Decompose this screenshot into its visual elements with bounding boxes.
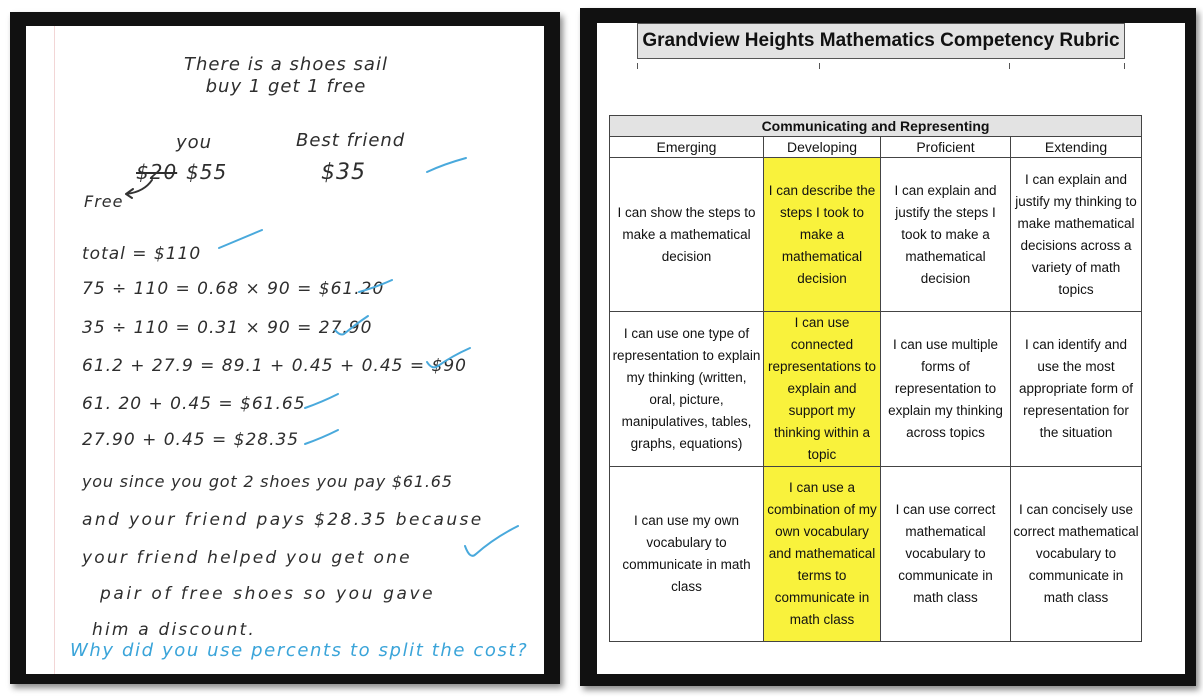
check-mark-icon bbox=[332, 312, 372, 340]
check-mark-icon bbox=[356, 276, 396, 298]
problem-line-2: buy 1 get 1 free bbox=[205, 76, 367, 97]
ruler-tick bbox=[1009, 63, 1010, 69]
rubric-cell-highlighted: I can use connected representations to explain and support my thinking within a topic bbox=[764, 312, 881, 467]
problem-line-1: There is a shoes sail bbox=[184, 54, 388, 75]
free-label: Free bbox=[84, 192, 124, 211]
level-header-developing: Developing bbox=[764, 137, 881, 158]
friend-label: Best friend bbox=[296, 130, 406, 151]
explanation-line-3: your friend helped you get one bbox=[82, 548, 412, 568]
check-mark-icon bbox=[302, 390, 342, 412]
ruler-tick bbox=[637, 63, 638, 69]
check-mark-icon bbox=[462, 522, 522, 562]
rubric-cell: I can concisely use correct mathematical vocabulary to communicate in math class bbox=[1011, 467, 1142, 642]
check-mark-icon bbox=[302, 426, 342, 450]
rubric-cell: I can explain and justify the steps I took to make a mathematical decision bbox=[881, 158, 1011, 312]
rubric-cell: I can use my own vocabulary to communicate in math class bbox=[610, 467, 764, 642]
notebook-page bbox=[26, 26, 544, 674]
work-line-3: 35 ÷ 110 = 0.31 × 90 = 27.90 bbox=[82, 318, 373, 338]
section-header: Communicating and Representing bbox=[610, 116, 1142, 137]
check-mark-icon bbox=[216, 226, 266, 254]
table-row bbox=[610, 467, 1142, 642]
student-work-photo bbox=[10, 12, 560, 684]
rubric-cell-highlighted: I can describe the steps I took to make a mathematical decision bbox=[764, 158, 881, 312]
work-line-2: 75 ÷ 110 = 0.68 × 90 = $61.20 bbox=[82, 279, 385, 299]
explanation-line-2: and your friend pays $28.35 because bbox=[82, 510, 484, 530]
level-header-extending: Extending bbox=[1011, 137, 1142, 158]
ruler-tick bbox=[819, 63, 820, 69]
you-price: $55 bbox=[186, 160, 228, 184]
work-line-6: 27.90 + 0.45 = $28.35 bbox=[82, 430, 300, 450]
rubric-cell: I can explain and justify my thinking to make mathematical decisions across a variety of math topics bbox=[1011, 158, 1142, 312]
explanation-line-5: him a discount. bbox=[92, 620, 257, 640]
explanation-line-4: pair of free shoes so you gave bbox=[100, 584, 436, 604]
rubric-cell-highlighted: I can use a combination of my own vocabulary and mathematical terms to communicate in math class bbox=[764, 467, 881, 642]
level-header-proficient: Proficient bbox=[881, 137, 1011, 158]
friend-price: $35 bbox=[321, 160, 366, 185]
ruler-tick bbox=[1124, 63, 1125, 69]
rubric-page bbox=[597, 23, 1185, 674]
rubric-title: Grandview Heights Mathematics Competency Rubric bbox=[637, 23, 1125, 59]
free-arrow-icon bbox=[120, 176, 160, 201]
teacher-question: Why did you use percents to split the cost? bbox=[70, 640, 529, 661]
work-line-5: 61. 20 + 0.45 = $61.65 bbox=[82, 394, 306, 414]
table-row bbox=[610, 158, 1142, 312]
work-line-4: 61.2 + 27.9 = 89.1 + 0.45 + 0.45 = $90 bbox=[82, 356, 467, 376]
rubric-cell: I can use one type of representation to explain my thinking (written, oral, picture, manipulatives, tables, graphs, equations) bbox=[610, 312, 764, 467]
rubric-cell: I can identify and use the most appropriate form of representation for the situation bbox=[1011, 312, 1142, 467]
rubric-photo bbox=[580, 8, 1196, 686]
check-mark-icon bbox=[424, 154, 470, 178]
rubric-cell: I can show the steps to make a mathematical decision bbox=[610, 158, 764, 312]
explanation-line-1: you since you got 2 shoes you pay $61.65 bbox=[82, 472, 453, 491]
level-header-emerging: Emerging bbox=[610, 137, 764, 158]
rubric-cell: I can use multiple forms of representation to explain my thinking across topics bbox=[881, 312, 1011, 467]
check-mark-icon bbox=[424, 344, 474, 374]
rubric-table bbox=[609, 115, 1142, 642]
table-row bbox=[610, 312, 1142, 467]
you-label: you bbox=[176, 132, 213, 153]
you-struck-price: $20 bbox=[136, 160, 178, 184]
work-line-1: total = $110 bbox=[82, 244, 202, 264]
page-margin-line bbox=[54, 26, 55, 674]
rubric-cell: I can use correct mathematical vocabulary to communicate in math class bbox=[881, 467, 1011, 642]
